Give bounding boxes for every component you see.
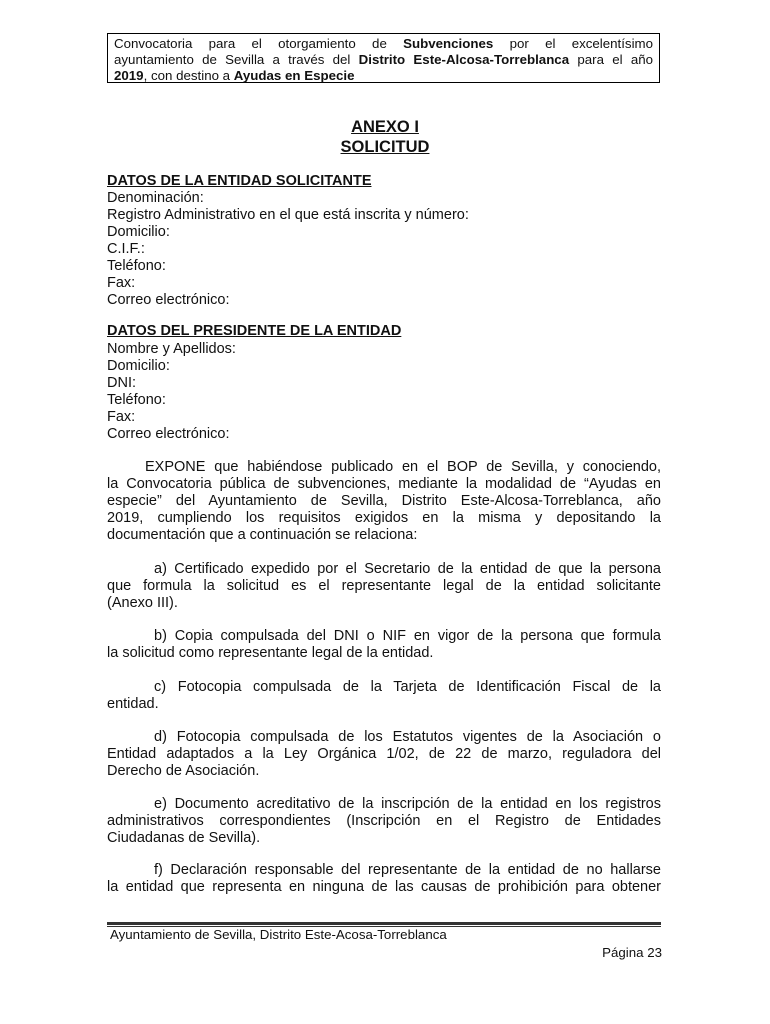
item-line: Derecho de Asociación. (107, 763, 260, 779)
item-line: entidad. (107, 696, 159, 712)
item-line: f) Declaración responsable del representante de la entidad de no hallarse (154, 862, 661, 878)
document-item-f (107, 862, 661, 896)
expone-line: especie” del Ayuntamiento de Sevilla, Distrito Este-Alcosa-Torreblanca, año (107, 493, 661, 509)
expone-line: 2019, cumpliendo los requisitos exigidos en la misma y depositando la (107, 510, 661, 526)
footer-text: Ayuntamiento de Sevilla, Distrito Este-Acosa-Torreblanca (110, 927, 447, 942)
page-number: Página 23 (602, 945, 662, 960)
field-nombre-apellidos: Nombre y Apellidos: (107, 341, 236, 357)
field-domicilio: Domicilio: (107, 224, 170, 240)
item-line: a) Certificado expedido por el Secretario de la entidad de que la persona (154, 561, 661, 577)
document-item-b (107, 628, 661, 662)
item-line: que formula la solicitud es el representante legal de la entidad solicitante (107, 578, 661, 594)
document-item-d (107, 729, 661, 780)
item-line: Entidad adaptados a la Ley Orgánica 1/02, de 22 de marzo, reguladora del (107, 746, 661, 762)
expone-line: EXPONE que habiéndose publicado en el BOP de Sevilla, y conociendo, (145, 459, 661, 475)
expone-line: la Convocatoria pública de subvenciones, mediante la modalidad de “Ayudas en (107, 476, 661, 492)
annex-title: ANEXO I (351, 118, 419, 136)
footer-rule (107, 922, 661, 925)
field-president-correo: Correo electrónico: (107, 426, 230, 442)
item-line: b) Copia compulsada del DNI o NIF en vigor de la persona que formula (154, 628, 661, 644)
item-line: c) Fotocopia compulsada de la Tarjeta de Identificación Fiscal de la (154, 679, 661, 695)
item-line: (Anexo III). (107, 595, 178, 611)
president-data-heading: DATOS DEL PRESIDENTE DE LA ENTIDAD (107, 323, 402, 339)
request-title: SOLICITUD (340, 138, 430, 156)
document-item-c (107, 679, 661, 713)
item-line: la entidad que representa en ninguna de las causas de prohibición para obtener (107, 879, 661, 895)
field-president-telefono: Teléfono: (107, 392, 166, 408)
field-president-domicilio: Domicilio: (107, 358, 170, 374)
item-line: administrativos correspondientes (Inscripción en el Registro de Entidades (107, 813, 661, 829)
document-item-e (107, 796, 661, 847)
item-line: la solicitud como representante legal de la entidad. (107, 645, 434, 661)
item-line: e) Documento acreditativo de la inscripción de la entidad en los registros (154, 796, 661, 812)
field-denominacion: Denominación: (107, 190, 204, 206)
field-registro: Registro Administrativo en el que está inscrita y número: (107, 207, 469, 223)
header-line-3: 2019, con destino a Ayudas en Especie (114, 68, 355, 83)
field-president-fax: Fax: (107, 409, 136, 425)
field-correo: Correo electrónico: (107, 292, 230, 308)
field-cif: C.I.F.: (107, 241, 145, 257)
field-fax: Fax: (107, 275, 136, 291)
document-item-a (107, 561, 661, 612)
convocatoria-header-box (107, 33, 660, 83)
field-dni: DNI: (107, 375, 136, 391)
item-line: d) Fotocopia compulsada de los Estatutos vigentes de la Asociación o (154, 729, 661, 745)
expone-line: documentación que a continuación se relaciona: (107, 527, 418, 543)
header-line-2: ayuntamiento de Sevilla a través del Distrito Este-Alcosa-Torreblanca para el año (114, 52, 653, 67)
header-line-1: Convocatoria para el otorgamiento de Subvenciones por el excelentísimo (114, 36, 653, 51)
field-telefono: Teléfono: (107, 258, 166, 274)
item-line: Ciudadanas de Sevilla). (107, 830, 261, 846)
entity-data-heading: DATOS DE LA ENTIDAD SOLICITANTE (107, 173, 372, 189)
expone-paragraph (107, 459, 661, 544)
